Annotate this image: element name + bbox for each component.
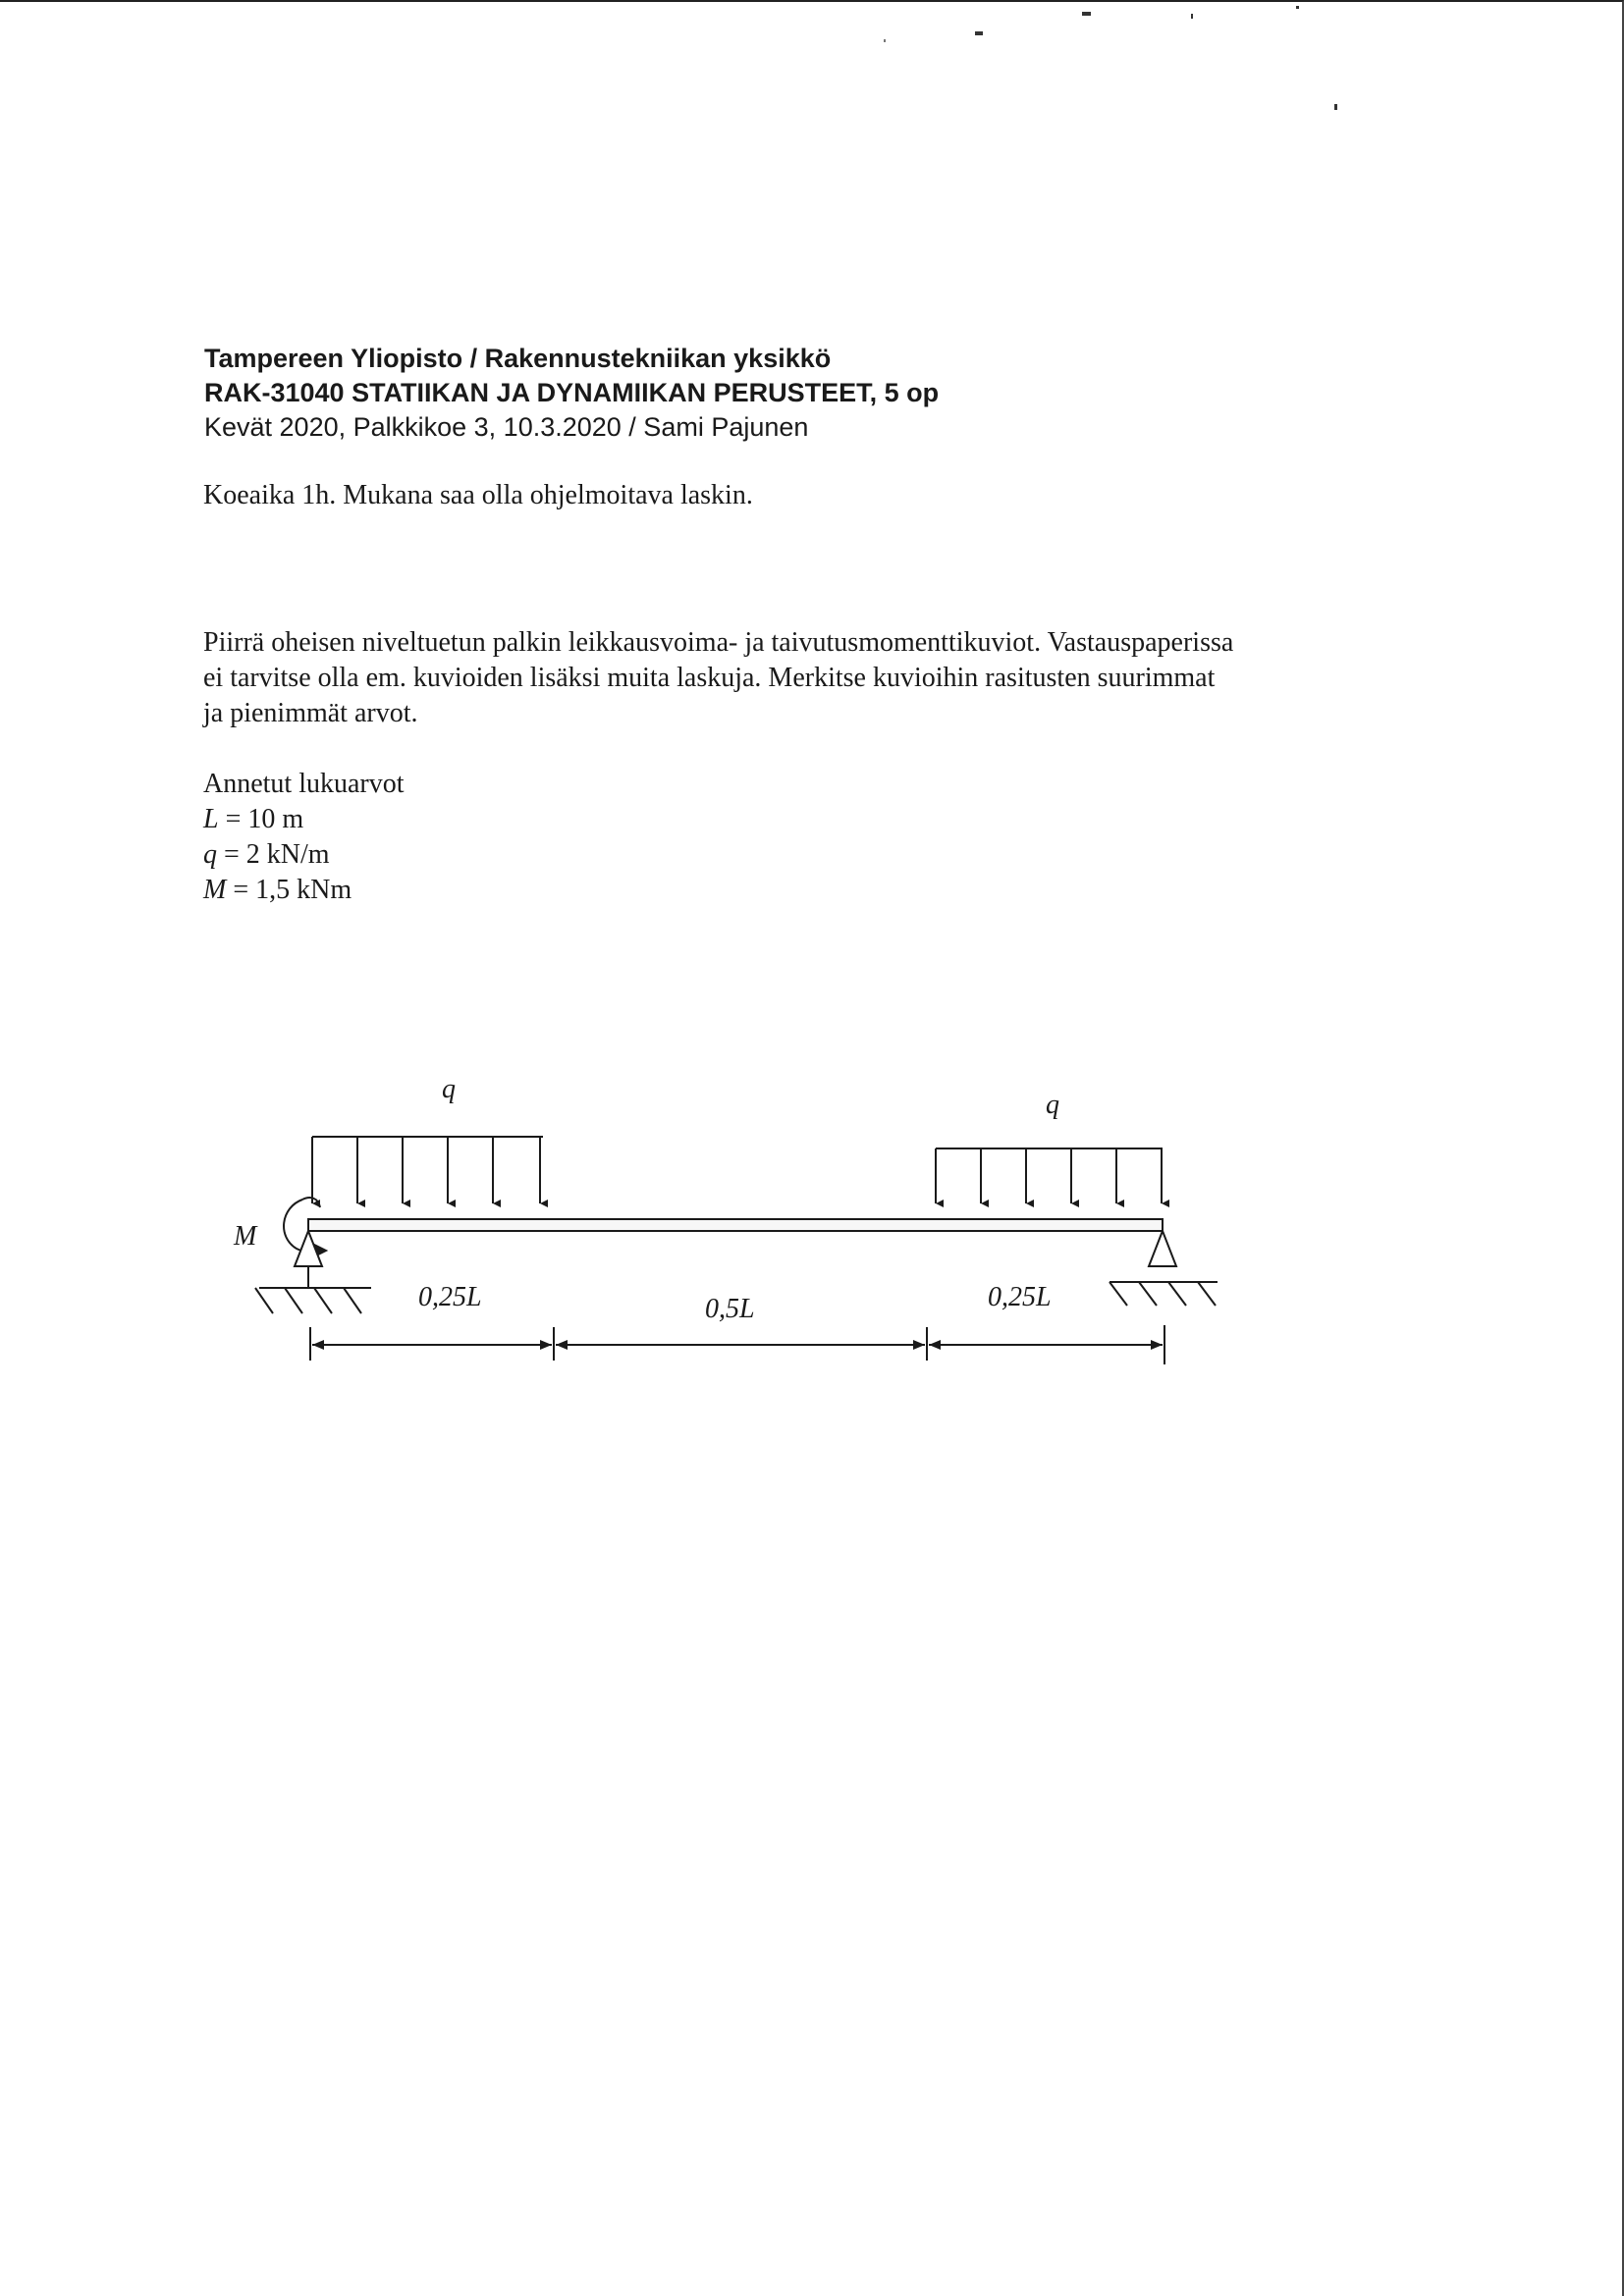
given-amount: = 2 kN/m xyxy=(217,839,330,870)
given-value-load xyxy=(203,837,405,873)
given-value-length xyxy=(203,802,405,837)
task-line-1: Piirrä oheisen niveltuetun palkin leikkausvoima- ja taivutusmomenttikuviot. Vastauspaperissa xyxy=(203,627,1234,658)
given-symbol: L xyxy=(203,804,219,834)
beam-diagram xyxy=(216,1070,1257,1384)
pin-support-right xyxy=(1110,1231,1218,1306)
task-line-2: ei tarvitse olla em. kuvioiden lisäksi muita laskuja. Merkitse kuvioihin rasitusten suurimmat xyxy=(203,663,1216,693)
exam-info-line: Kevät 2020, Palkkikoe 3, 10.3.2020 / Sami Pajunen xyxy=(204,412,809,442)
dimension-label-right: 0,25L xyxy=(988,1282,1052,1312)
task-line-3: ja pienimmät arvot. xyxy=(203,698,418,728)
pin-support-left xyxy=(255,1231,371,1313)
beam xyxy=(308,1219,1163,1231)
document-header xyxy=(204,342,939,445)
dimension-label-left: 0,25L xyxy=(418,1282,482,1312)
scan-speck xyxy=(884,39,886,42)
given-values xyxy=(203,767,405,908)
given-values-title: Annetut lukuarvot xyxy=(203,769,405,799)
given-value-moment xyxy=(203,873,405,908)
dimension-label-middle: 0,5L xyxy=(705,1294,755,1324)
scan-speck xyxy=(975,31,983,35)
moment-label: M xyxy=(234,1221,257,1252)
given-amount: = 10 m xyxy=(218,804,304,834)
scan-speck xyxy=(1191,14,1193,19)
given-symbol: M xyxy=(203,875,227,905)
task-description xyxy=(203,625,1233,731)
dimension-line xyxy=(310,1325,1164,1364)
distributed-load-left xyxy=(312,1137,543,1203)
course-title: RAK-31040 STATIIKAN JA DYNAMIIKAN PERUSTEET, 5 op xyxy=(204,378,940,407)
university-line: Tampereen Yliopisto / Rakennustekniikan yksikkö xyxy=(204,344,832,373)
scan-speck xyxy=(1082,12,1091,16)
exam-note: Koeaika 1h. Mukana saa olla ohjelmoitava laskin. xyxy=(203,480,753,510)
distributed-load-right xyxy=(936,1148,1163,1203)
given-amount: = 1,5 kNm xyxy=(226,875,352,905)
scan-speck xyxy=(1334,104,1337,110)
given-symbol: q xyxy=(203,839,217,870)
scan-speck xyxy=(1296,6,1299,9)
load-label-right: q xyxy=(1046,1090,1059,1120)
load-label-left: q xyxy=(442,1074,456,1104)
